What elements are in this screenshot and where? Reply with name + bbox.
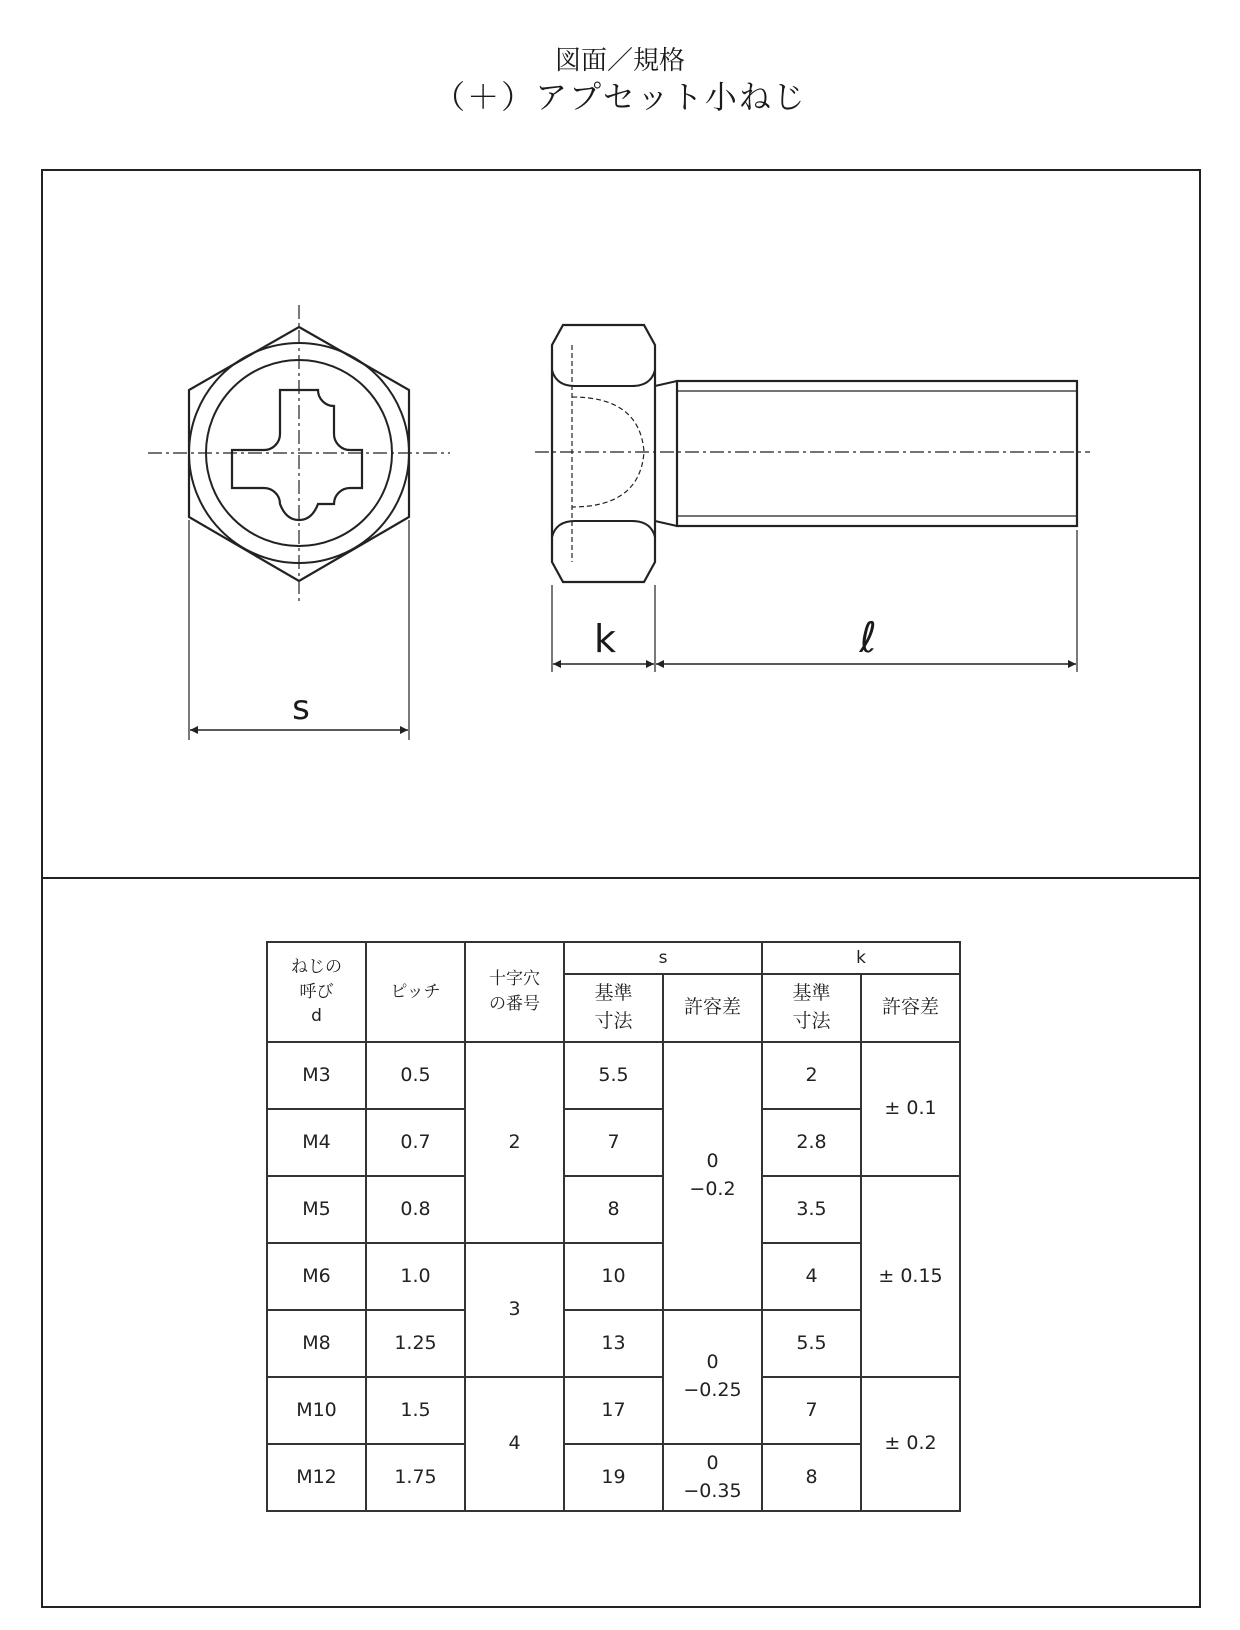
cell-s: 5.5: [564, 1042, 663, 1109]
cross-recess: [232, 390, 362, 520]
cell-pitch: 0.8: [366, 1176, 465, 1243]
center-line: [148, 305, 450, 605]
recess-hidden-line: [572, 345, 644, 562]
cell-k: 7: [762, 1377, 861, 1444]
page-title: 図面／規格: [554, 46, 685, 76]
header-s: s: [564, 942, 762, 974]
cell-s: 8: [564, 1176, 663, 1243]
cell-d: M4: [267, 1109, 366, 1176]
cell-d: M10: [267, 1377, 366, 1444]
cell-pitch: 0.7: [366, 1109, 465, 1176]
cell-s-tolerance: 0 −0.25: [663, 1310, 762, 1444]
header-s-standard: 基準 寸法: [564, 974, 663, 1042]
dim-label-k: k: [593, 617, 617, 661]
product-title: （＋）アプセット小ねじ: [433, 78, 807, 116]
cell-pitch: 1.5: [366, 1377, 465, 1444]
cell-k: 8: [762, 1444, 861, 1511]
table-row: [267, 1243, 960, 1310]
dim-label-s: s: [292, 688, 310, 728]
header-thread-size: ねじの 呼び d: [267, 942, 366, 1042]
neck: [655, 381, 677, 526]
header-s-tolerance: 許容差: [663, 974, 762, 1042]
cell-s-tolerance: 0 −0.2: [663, 1042, 762, 1310]
shank: [677, 381, 1077, 526]
cell-k-tolerance: ± 0.1: [861, 1042, 960, 1176]
cell-cross-number: 3: [465, 1243, 564, 1377]
table-row: [267, 1176, 960, 1243]
cell-k: 5.5: [762, 1310, 861, 1377]
cell-s: 19: [564, 1444, 663, 1511]
cell-d: M8: [267, 1310, 366, 1377]
header-cross-recess: 十字穴 の番号: [465, 942, 564, 1042]
cell-k: 3.5: [762, 1176, 861, 1243]
cell-s: 7: [564, 1109, 663, 1176]
side-extension-lines: [552, 530, 1077, 672]
cell-d: M6: [267, 1243, 366, 1310]
cell-pitch: 1.25: [366, 1310, 465, 1377]
cell-d: M5: [267, 1176, 366, 1243]
table-row: [267, 1042, 960, 1109]
table-row: [267, 1444, 960, 1511]
hex-face-lower: [552, 521, 655, 537]
cell-d: M3: [267, 1042, 366, 1109]
cell-s: 13: [564, 1310, 663, 1377]
table-row: [267, 1377, 960, 1444]
header-k: k: [762, 942, 960, 974]
header-k-standard: 基準 寸法: [762, 974, 861, 1042]
table-header-row: [267, 942, 960, 974]
cell-k-tolerance: ± 0.15: [861, 1176, 960, 1377]
cell-pitch: 1.75: [366, 1444, 465, 1511]
header-pitch: ピッチ: [366, 942, 465, 1042]
side-view: [535, 325, 1090, 672]
cell-k: 2.8: [762, 1109, 861, 1176]
hex-face-upper: [552, 370, 655, 386]
header-k-tolerance: 許容差: [861, 974, 960, 1042]
front-view: [148, 305, 450, 740]
cell-pitch: 1.0: [366, 1243, 465, 1310]
cell-cross-number: 4: [465, 1377, 564, 1511]
cell-s: 17: [564, 1377, 663, 1444]
cell-s: 10: [564, 1243, 663, 1310]
cell-k: 2: [762, 1042, 861, 1109]
dim-label-l: ℓ: [859, 613, 877, 662]
thread-lines: [677, 391, 1077, 516]
cell-pitch: 0.5: [366, 1042, 465, 1109]
hex-head-side: [552, 325, 655, 582]
cell-cross-number: 2: [465, 1042, 564, 1243]
cell-d: M12: [267, 1444, 366, 1511]
cell-s-tolerance: 0 −0.35: [663, 1444, 762, 1511]
spec-table: [266, 941, 961, 1512]
cell-k-tolerance: ± 0.2: [861, 1377, 960, 1511]
table-row: [267, 1109, 960, 1176]
table-row: [267, 1310, 960, 1377]
cell-k: 4: [762, 1243, 861, 1310]
